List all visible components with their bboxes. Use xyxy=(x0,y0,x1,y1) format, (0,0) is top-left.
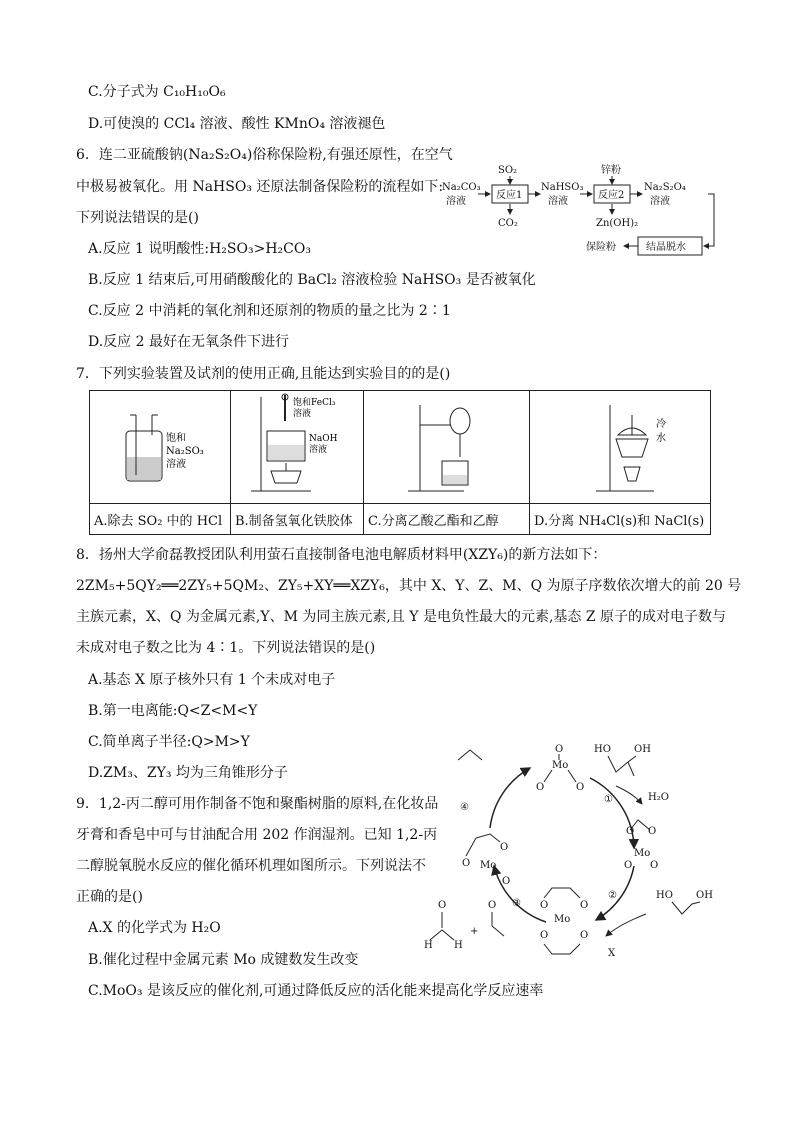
formaldehyde-h1: H xyxy=(424,940,433,951)
o-right-3: O xyxy=(624,860,633,871)
o-left-3: O xyxy=(502,876,511,887)
step2-label: ② xyxy=(608,890,617,901)
flow-reaction1-label: 反应1 xyxy=(496,190,523,201)
q6-option-a: A.反应 1 说明酸性:H₂SO₃>H₂CO₃ xyxy=(88,241,311,257)
flow-start-formula: Na₂CO₃ xyxy=(442,182,481,193)
flow-so2: SO₂ xyxy=(498,165,518,176)
q9-stem-line3: 二醇脱氧脱水反应的催化循环机理如图所示。下列说法不 xyxy=(76,858,426,874)
mo-top: Mo xyxy=(552,760,569,771)
flow-product: 保险粉 xyxy=(586,242,616,253)
q6-option-c: C.反应 2 中消耗的氧化剂和还原剂的物质的量之比为 2∶1 xyxy=(88,303,451,319)
mo-left: Mo xyxy=(480,860,497,871)
q8-stem-line3: 主族元素，X、Q 为金属元素,Y、M 为同主族元素,且 Y 是电负性最大的元素,基态 Z 原子的成对电子数与 xyxy=(76,609,727,625)
q8-stem-line1: 8．扬州大学俞磊教授团队利用萤石直接制备电池电解质材料甲(XZY₆)的新方法如下： xyxy=(76,547,607,563)
q6-flow-diagram xyxy=(438,160,718,260)
q8-option-b: B.第一电离能:Q<Z<M<Y xyxy=(88,703,258,719)
q8-stem-line2: 2ZM₅+5QY₂══2ZY₅+5QM₂、ZY₅+XY══XZY₆，其中 X、Y、Z、M、Q 为原子序数依次增大的前 20 号 xyxy=(76,578,742,594)
step3-label: ③ xyxy=(512,898,521,909)
flow-reaction2-label: 反应2 xyxy=(598,190,625,201)
apparatus-d-label2: 水 xyxy=(656,433,666,444)
apparatus-a-label2: Na₂SO₃ xyxy=(166,446,204,457)
q7-apparatus-table xyxy=(89,390,711,535)
diol-top-ho: HO xyxy=(594,744,611,755)
sublimation-setup-icon xyxy=(530,391,710,499)
colloid-prep-setup-icon xyxy=(231,391,363,499)
diol-bottom-oh: OH xyxy=(696,890,713,901)
apparatus-a xyxy=(90,391,231,504)
mo-bottom: Mo xyxy=(554,914,571,925)
o-left-1: O xyxy=(462,858,471,869)
q9-catalytic-cycle-diagram xyxy=(420,738,740,963)
q8-option-a: A.基态 X 原子核外只有 1 个未成对电子 xyxy=(88,672,336,688)
flow-end-formula: Na₂S₂O₄ xyxy=(644,182,686,193)
q8-option-c: C.简单离子半径:Q>M>Y xyxy=(88,734,250,750)
o-top-left: O xyxy=(536,782,545,793)
diol-top-oh: OH xyxy=(634,744,651,755)
gas-washing-bottle-icon xyxy=(90,391,230,499)
apparatus-d xyxy=(530,391,711,504)
o-bottom-3: O xyxy=(540,930,549,941)
o-bottom-4: O xyxy=(580,930,589,941)
flow-zinc: 锌粉 xyxy=(601,165,621,176)
q7-stem: 7．下列实验装置及试剂的使用正确,且能达到实验目的的是() xyxy=(76,366,451,382)
flow-end-solution: 溶液 xyxy=(650,196,670,207)
formaldehyde-o: O xyxy=(438,900,447,911)
q8-option-d: D.ZM₃、ZY₃ 均为三角锥形分子 xyxy=(88,765,288,781)
q6-stem-line3: 下列说法错误的是() xyxy=(76,210,199,226)
acetaldehyde-o: O xyxy=(488,900,497,911)
caption-d: D.分离 NH₄Cl(s)和 NaCl(s) xyxy=(530,504,711,535)
flow-crystallize-label: 结晶脱水 xyxy=(646,242,686,253)
flow-co2: CO₂ xyxy=(498,218,518,229)
o-right-1: O xyxy=(626,826,635,837)
o-bottom-1: O xyxy=(540,900,549,911)
apparatus-b-label2: 溶液 xyxy=(293,409,312,419)
apparatus-c xyxy=(364,391,530,504)
diol-bottom-ho: HO xyxy=(656,890,673,901)
o-top: O xyxy=(555,744,564,755)
apparatus-b xyxy=(231,391,364,504)
q9-option-c: C.MoO₃ 是该反应的催化剂,可通过降低反应的活化能来提高化学反应速率 xyxy=(88,983,544,999)
o-right-4: O xyxy=(650,860,659,871)
q8-stem-line4: 未成对电子数之比为 4∶1。下列说法错误的是() xyxy=(76,640,376,656)
q5-option-c: C.分子式为 C₁₀H₁₀O₆ xyxy=(88,84,226,100)
o-top-right: O xyxy=(576,782,585,793)
plus-sign: + xyxy=(470,926,479,937)
caption-c: C.分离乙酸乙酯和乙醇 xyxy=(364,504,530,535)
flow-mid-solution: 溶液 xyxy=(548,196,568,207)
apparatus-a-label3: 溶液 xyxy=(166,459,186,470)
apparatus-b-label1: 饱和FeCl₃ xyxy=(293,398,336,408)
o-bottom-2: O xyxy=(580,900,589,911)
flow-start-solution: 溶液 xyxy=(446,196,466,207)
byproduct-x: X xyxy=(608,948,616,959)
o-left-2: O xyxy=(500,842,509,853)
step1-label: ① xyxy=(604,794,613,805)
flow-zinc-hydroxide: Zn(OH)₂ xyxy=(596,218,639,229)
apparatus-b-label4: 溶液 xyxy=(309,445,328,455)
apparatus-d-label1: 冷 xyxy=(656,419,666,430)
formaldehyde-h2: H xyxy=(454,940,463,951)
q6-stem-line2: 中极易被氧化。用 NaHSO₃ 还原法制备保险粉的流程如下: xyxy=(76,179,444,195)
q6-stem-line1: 6．连二亚硫酸钠(Na₂S₂O₄)俗称保险粉,有强还原性，在空气 xyxy=(76,147,453,163)
o-right-2: O xyxy=(648,826,657,837)
flow-mid-formula: NaHSO₃ xyxy=(541,182,584,193)
q9-stem-line4: 正确的是() xyxy=(76,889,143,905)
h2o-product: H₂O xyxy=(648,792,669,803)
q9-option-b: B.催化过程中金属元素 Mo 成键数发生改变 xyxy=(88,952,359,968)
q5-option-d: D.可使溴的 CCl₄ 溶液、酸性 KMnO₄ 溶液褪色 xyxy=(88,116,386,132)
caption-a: A.除去 SO₂ 中的 HCl xyxy=(90,504,231,535)
q9-option-a: A.X 的化学式为 H₂O xyxy=(88,920,221,936)
mo-right: Mo xyxy=(634,848,651,859)
apparatus-b-label3: NaOH xyxy=(309,434,338,444)
apparatus-a-label1: 饱和 xyxy=(166,433,186,444)
step4-label: ④ xyxy=(460,802,469,813)
separatory-funnel-icon xyxy=(364,391,529,499)
q9-stem-line2: 牙膏和香皂中可与甘油配合用 202 作润湿剂。已知 1,2-丙 xyxy=(76,827,438,843)
q6-option-b: B.反应 1 结束后,可用硝酸酸化的 BaCl₂ 溶液检验 NaHSO₃ 是否被氧化 xyxy=(88,272,536,288)
caption-b: B.制备氢氧化铁胶体 xyxy=(231,504,364,535)
q6-option-d: D.反应 2 最好在无氧条件下进行 xyxy=(88,334,289,350)
q9-stem-line1: 9．1,2-丙二醇可用作制备不饱和聚酯树脂的原料,在化妆品 xyxy=(76,796,439,812)
